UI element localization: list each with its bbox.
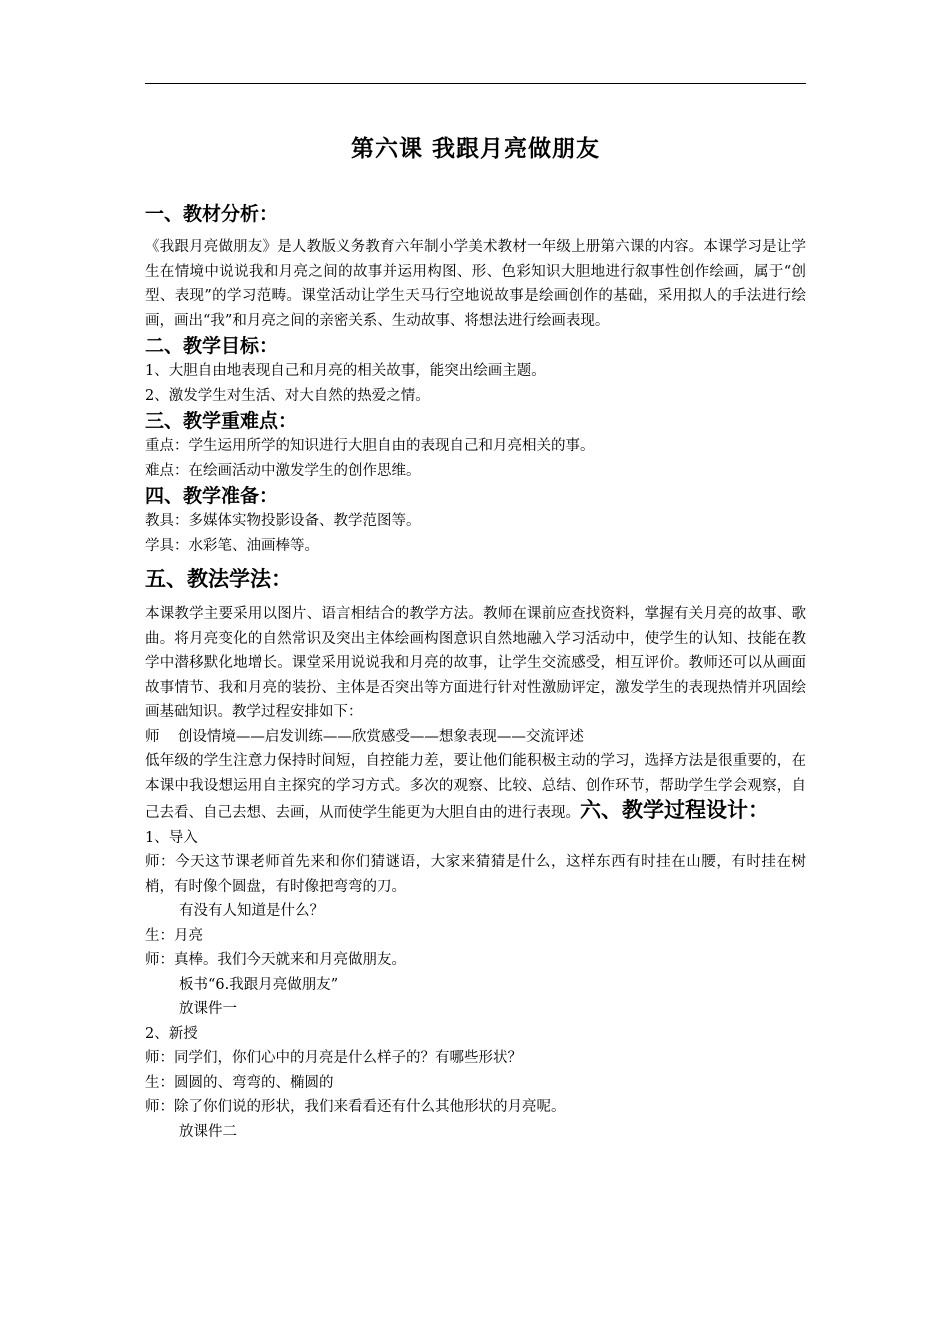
- methods-paragraph: 本课教学主要采用以图片、语言相结合的教学方法。教师在课前应查找资料，掌握有关月亮的故事、歌曲。将月亮变化的自然常识及突出主体绘画构图意识自然地融入学习活动中，使学生的认知、技能在教学中潜移默化地增长。课堂采用说说我和月亮的故事，让学生交流感受，相互评价。教师还可以从画面故事情节、我和月亮的装扮、主体是否突出等方面进行针对性激励评定，激发学生的表现热情并巩固绘画基础知识。教学过程安排如下：: [145, 606, 806, 720]
- teaching-flow: 师 创设情境——启发训练——欣赏感受——想象表现——交流评述: [145, 728, 584, 745]
- section-heading-analysis: 一、教材分析：: [145, 203, 279, 225]
- process-line: 师：真棒。我们今天就来和月亮做朋友。: [145, 952, 406, 968]
- process-line: 1、导入: [145, 829, 198, 846]
- process-line: 板书“6.我跟月亮做朋友”: [179, 976, 339, 993]
- process-line: 2、新授: [145, 1025, 198, 1042]
- process-line: 生：月亮: [145, 927, 203, 944]
- preparation-item: 教具：多媒体实物投影设备、教学范图等。: [145, 513, 421, 529]
- document-body: [145, 130, 806, 1144]
- process-line: 放课件一: [179, 1001, 237, 1017]
- analysis-paragraph: 《我跟月亮做朋友》是人教版义务教育六年制小学美术教材一年级上册第六课的内容。本课学习是让学生在情境中说说我和月亮之间的故事并运用构图、形、色彩知识大胆地进行叙事性创作绘画，属于“创型、表现”的学习范畴。课堂活动让学生天马行空地说故事是绘画创作的基础，采用拟人的手法进行绘画，画出“我”和月亮之间的亲密关系、生动故事、将想法进行绘画表现。: [145, 239, 806, 329]
- section-heading-preparation: 四、教学准备：: [145, 485, 279, 507]
- section-heading-keypoints: 三、教学重难点：: [145, 410, 298, 432]
- keypoint-item: 难点：在绘画活动中激发学生的创作思维。: [145, 462, 421, 479]
- process-line: 放课件二: [179, 1123, 237, 1140]
- goal-item: 1、大胆自由地表现自己和月亮的相关故事，能突出绘画主题。: [145, 363, 546, 379]
- process-line: 有没有人知道是什么？: [179, 903, 324, 919]
- goal-item: 2、激发学生对生活、对大自然的热爱之情。: [145, 387, 430, 404]
- section-heading-process: 六、教学过程设计：: [580, 797, 769, 822]
- methods-paragraph-2: [145, 749, 806, 826]
- keypoint-item: 重点：学生运用所学的知识进行大胆自由的表现自己和月亮相关的事。: [145, 438, 595, 454]
- process-line: 师：同学们，你们心中的月亮是什么样子的？有哪些形状？: [145, 1050, 522, 1066]
- process-line: 师：今天这节课老师首先来和你们猜谜语，大家来猜猜是什么，这样东西有时挂在山腰，有时挂在树梢，有时像个圆盘，有时像把弯弯的刀。: [145, 854, 806, 895]
- header-rule: [145, 83, 806, 84]
- section-heading-goals: 二、教学目标：: [145, 335, 279, 357]
- process-line: 师：除了你们说的形状，我们来看看还有什么其他形状的月亮呢。: [145, 1099, 566, 1115]
- methods-text: 低年级的学生注意力保持时间短，自控能力差，要让他们能积极主动的学习，选择方法是很重要的，在本课中我设想运用自主探究的学习方式。多次的观察、比较、总结、创作环节，帮助学生学会观察，自己去看、自己去想、去画，从而使学生能更为大胆自由的进行表现。: [145, 753, 806, 821]
- section-heading-methods: 五、教法学法：: [145, 566, 292, 591]
- preparation-item: 学具：水彩笔、油画棒等。: [145, 537, 319, 554]
- process-line: 生：圆圆的、弯弯的、椭圆的: [145, 1074, 334, 1091]
- lesson-title: 第六课 我跟月亮做朋友: [350, 135, 600, 162]
